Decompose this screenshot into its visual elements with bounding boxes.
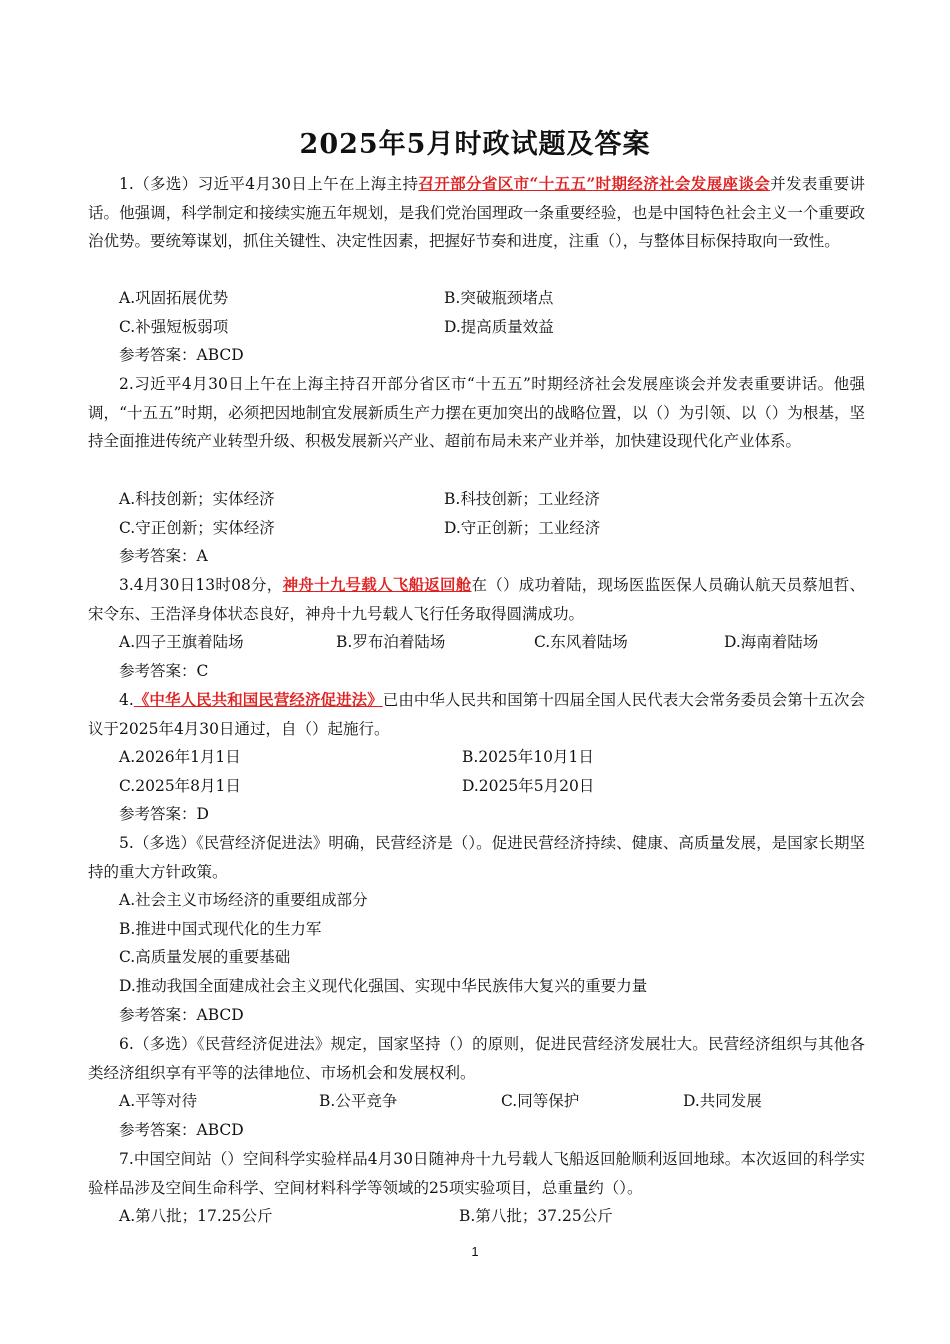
option-c: C.补强短板弱项 [119,318,229,336]
question-text: 1.（多选）习近平4月30日上午在上海主持 [119,175,419,193]
option-a: A.第八批；17.25公斤 [119,1207,273,1225]
question-text: 4. [119,691,134,709]
question-text-cont: 在（）成功着陆，现场医监医保人员确认航天员蔡旭哲、宋令东、王浩泽身体状态良好，神舟十九号载人飞行任务取得圆满成功。 [88,576,865,623]
question-7: 7.中国空间站（）空间科学实验样品4月30日随神舟十九号载人飞船返回舱顺利返回地球。本次返回的科学实验样品涉及空间生命科学、空间材料科学等领域的25项实验项目，总重量约（）。 [88,1150,865,1197]
answer: 参考答案：ABCD [119,346,244,364]
question-6: 6.（多选）《民营经济促进法》规定，国家坚持（）的原则，促进民营经济发展壮大。民营经济组织与其他各类经济组织享有平等的法律地位、市场机会和发展权利。 [88,1035,865,1082]
option-d: D.守正创新；工业经济 [444,519,601,537]
question-text-cont: 并发表重要讲话。他强调，科学制定和接续实施五年规划，是我们党治国理政一条重要经验，也是中国特色社会主义一个重要政治优势。要统筹谋划，抓住关键性、决定性因素，把握好节奏和进度，注重（），与整体目标保持取向一致性。 [88,175,865,251]
option-b: B.科技创新；工业经济 [444,490,600,508]
option-a: A.平等对待 [119,1092,198,1110]
question-5: 5.（多选）《民营经济促进法》明确，民营经济是（）。促进民营经济持续、健康、高质量发展，是国家长期坚持的重大方针政策。 [88,834,865,881]
answer: 参考答案：ABCD [119,1121,244,1139]
option-c: C.高质量发展的重要基础 [119,948,291,966]
highlighted-link[interactable]: 召开部分省区市“十五五”时期经济社会发展座谈会 [418,174,771,193]
answer: 参考答案：C [119,662,209,680]
option-b: B.2025年10月1日 [462,748,594,766]
option-a: A.科技创新；实体经济 [119,490,275,508]
option-a: A.社会主义市场经济的重要组成部分 [119,891,368,909]
option-d: D.推动我国全面建成社会主义现代化强国、实现中华民族伟大复兴的重要力量 [119,977,648,995]
option-c: C.守正创新；实体经济 [119,519,275,537]
option-a: A.2026年1月1日 [119,748,241,766]
option-c: C.同等保护 [501,1092,580,1110]
highlighted-link[interactable]: 《中华人民共和国民营经济促进法》 [133,690,383,709]
question-4 [88,686,865,743]
question-text: 3.4月30日13时08分， [119,576,283,594]
option-d: D.共同发展 [683,1092,762,1110]
option-c: C.2025年8月1日 [119,777,241,795]
option-d: D.2025年5月20日 [462,777,595,795]
question-3 [88,571,865,628]
option-a: A.四子王旗着陆场 [119,633,244,651]
highlighted-link[interactable]: 神舟十九号载人飞船返回舱 [282,575,472,594]
question-2: 2.习近平4月30日上午在上海主持召开部分省区市“十五五”时期经济社会发展座谈会并发表重要讲话。他强调，“十五五”时期，必须把因地制宜发展新质生产力摆在更加突出的战略位置，以（）为引领、以（）为根基，坚持全面推进传统产业转型升级、积极发展新兴产业、超前布局未来产业并举，加快建设现代化产业体系。 [88,375,865,451]
answer: 参考答案：D [119,805,209,823]
question-1 [88,170,865,256]
option-c: C.东风着陆场 [534,633,628,651]
option-b: B.罗布泊着陆场 [336,633,446,651]
question-text-cont: 已由中华人民共和国第十四届全国人民代表大会常务委员会第十五次会议于2025年4月30日通过，自（）起施行。 [88,691,865,738]
page-title: 2025年5月时政试题及答案 [299,129,651,160]
option-b: B.突破瓶颈堵点 [444,289,554,307]
option-a: A.巩固拓展优势 [119,289,229,307]
option-d: D.海南着陆场 [724,633,819,651]
answer: 参考答案：A [119,547,208,565]
page-number: 1 [471,1244,479,1259]
option-d: D.提高质量效益 [444,318,554,336]
answer: 参考答案：ABCD [119,1006,244,1024]
option-b: B.推进中国式现代化的生力军 [119,920,322,938]
option-b: B.公平竞争 [319,1092,398,1110]
option-b: B.第八批；37.25公斤 [459,1207,613,1225]
